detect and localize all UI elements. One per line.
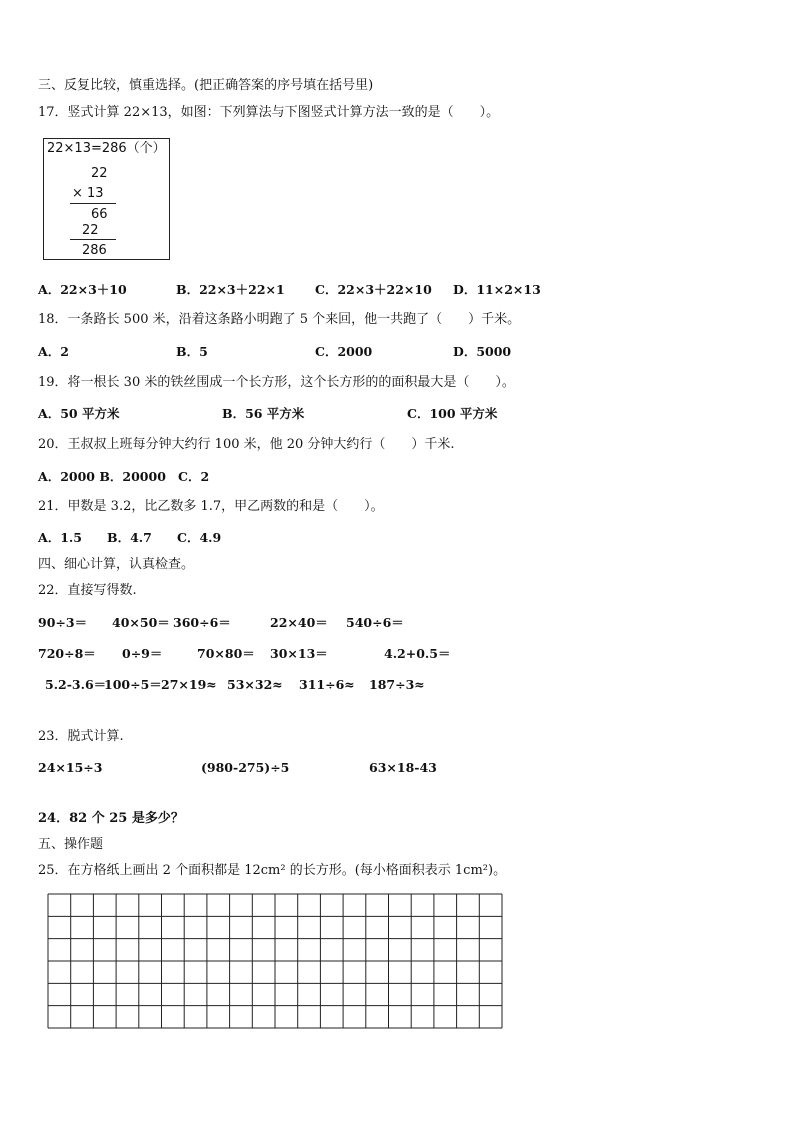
q22-r2-item: 70×80＝ xyxy=(197,646,255,661)
q21-option-a: A．1.5 xyxy=(38,530,82,545)
q22-r3-item: 53×32≈ xyxy=(227,677,283,692)
vertical-calculation-box xyxy=(43,138,170,260)
calc-title: 22×13=286（个） xyxy=(47,141,166,156)
grid-svg[interactable] xyxy=(47,893,503,1029)
q22-r3-item: 5.2-3.6＝ xyxy=(45,677,107,692)
section-3-heading: 三、反复比较，慎重选择。(把正确答案的序号填在括号里) xyxy=(38,78,374,93)
question-24-text: 24．82 个 25 是多少？ xyxy=(38,811,184,826)
q18-option-b: B．5 xyxy=(176,344,208,359)
q20-option-ab: A．2000 B．20000 xyxy=(38,469,166,484)
question-23-text: 23．脱式计算. xyxy=(38,729,124,744)
question-21-text: 21．甲数是 3.2，比乙数多 1.7，甲乙两数的和是（ ）。 xyxy=(38,499,384,514)
question-18-text: 18．一条路长 500 米，沿着这条路小明跑了 5 个来回，他一共跑了（ ）千米。 xyxy=(38,312,521,327)
calc-rule-1 xyxy=(70,203,116,204)
q18-option-d: D．5000 xyxy=(453,344,512,359)
q19-option-a: A．50 平方米 xyxy=(38,406,120,421)
q17-option-d: D．11×2×13 xyxy=(453,282,541,297)
q19-option-c: C．100 平方米 xyxy=(407,406,498,421)
q22-r1-item: 540÷6＝ xyxy=(346,615,404,630)
q22-r2-item: 30×13＝ xyxy=(270,646,328,661)
q23-item-2: (980-275)÷5 xyxy=(201,760,290,775)
q18-option-c: C．2000 xyxy=(315,344,373,359)
calc-result: 286 xyxy=(82,243,107,258)
q22-r3-item: 187÷3≈ xyxy=(369,677,425,692)
q23-item-3: 63×18-43 xyxy=(369,760,437,775)
q22-r2-item: 720÷8＝ xyxy=(38,646,96,661)
question-19-text: 19．将一根长 30 米的铁丝围成一个长方形，这个长方形的的面积最大是（ ）。 xyxy=(38,375,515,390)
q20-option-c: C．2 xyxy=(178,469,210,484)
q22-r1-item: 90÷3＝ xyxy=(38,615,88,630)
q22-r2-item: 4.2+0.5＝ xyxy=(384,646,451,661)
calc-multiplicand: 22 xyxy=(91,166,108,181)
q22-r2-item: 0÷9＝ xyxy=(122,646,163,661)
q22-r1-item: 40×50＝ xyxy=(112,615,170,630)
question-20-text: 20．王叔叔上班每分钟大约行 100 米，他 20 分钟大约行（ ）千米. xyxy=(38,437,455,452)
q22-r1-item: 22×40＝ xyxy=(270,615,328,630)
q19-option-b: B．56 平方米 xyxy=(222,406,305,421)
q22-r3-item: 27×19≈ xyxy=(161,677,217,692)
q21-option-b: B．4.7 xyxy=(107,530,152,545)
q18-option-a: A．2 xyxy=(38,344,69,359)
calc-partial-1: 66 xyxy=(91,207,108,222)
question-17-text: 17．竖式计算 22×13，如图：下列算法与下图竖式计算方法一致的是（ ）。 xyxy=(38,105,500,120)
q17-option-a: A．22×3＋10 xyxy=(38,282,127,297)
q17-option-c: C．22×3＋22×10 xyxy=(315,282,432,297)
q23-item-1: 24×15÷3 xyxy=(38,760,103,775)
square-grid-paper[interactable] xyxy=(47,893,503,1029)
q22-r1-item: 360÷6＝ xyxy=(173,615,231,630)
calc-partial-2: 22 xyxy=(82,223,99,238)
q21-option-c: C．4.9 xyxy=(177,530,222,545)
question-22-text: 22．直接写得数. xyxy=(38,583,137,598)
section-5-heading: 五、操作题 xyxy=(38,837,104,852)
q22-r3-item: 100÷5＝ xyxy=(104,677,162,692)
calc-rule-2 xyxy=(70,239,116,240)
section-4-heading: 四、细心计算，认真检查。 xyxy=(38,557,195,572)
q22-r3-item: 311÷6≈ xyxy=(299,677,355,692)
question-25-text: 25．在方格纸上画出 2 个面积都是 12cm² 的长方形。(每小格面积表示 1cm²)。 xyxy=(38,863,507,878)
q17-option-b: B．22×3＋22×1 xyxy=(176,282,285,297)
calc-multiplier: × 13 xyxy=(72,186,104,201)
